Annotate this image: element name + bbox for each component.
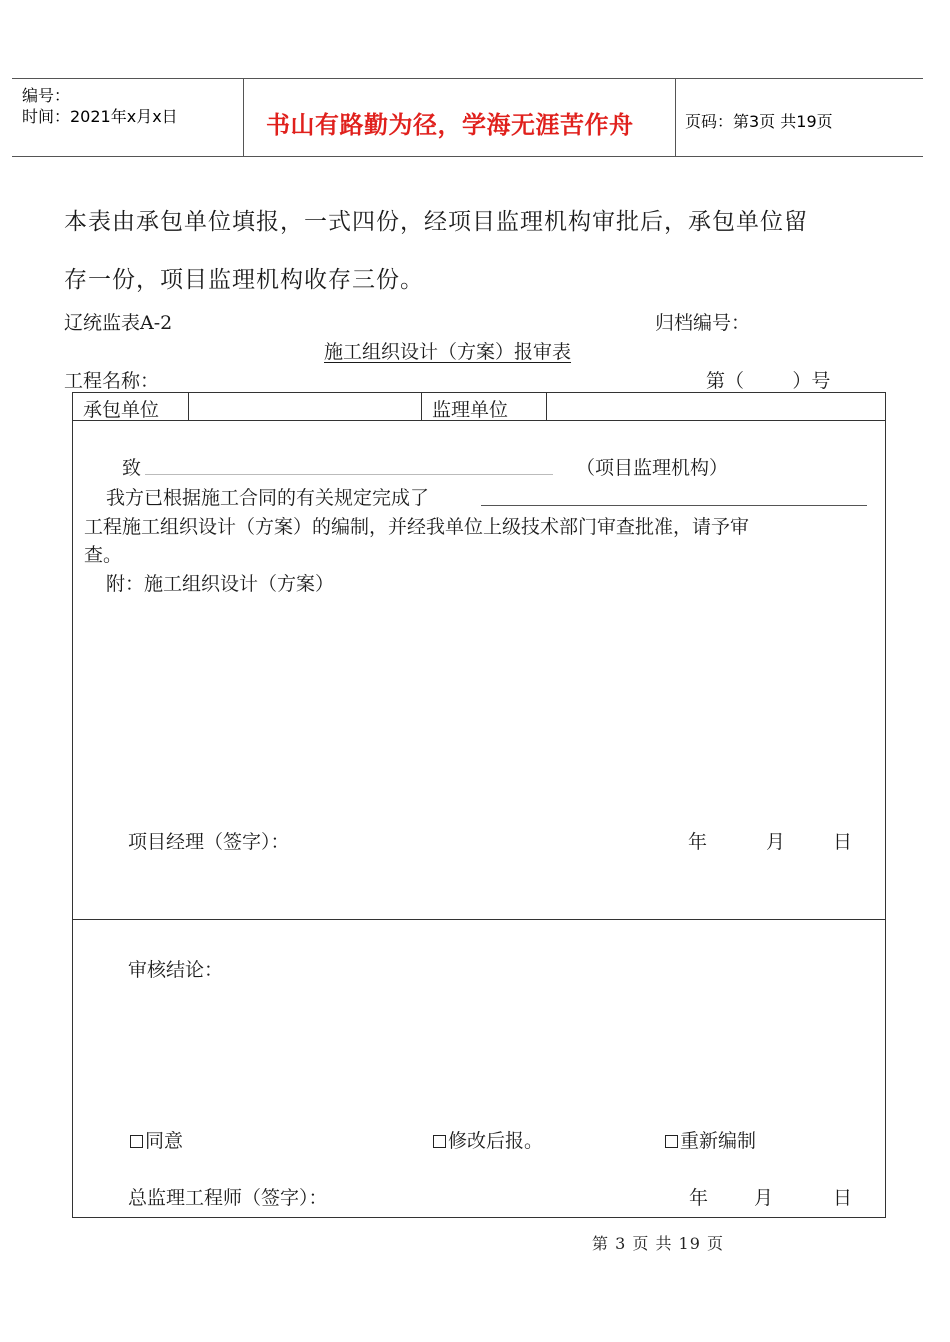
row-divider-2 (72, 919, 886, 920)
body-line-3: 查。 (84, 544, 123, 566)
col-divider-1 (188, 392, 189, 420)
work-completed-blank[interactable] (481, 505, 867, 506)
pm-sign-label: 项目经理（签字）： (128, 831, 290, 853)
to-suffix: （项目监理机构） (576, 457, 729, 479)
checkbox-icon[interactable] (665, 1135, 678, 1148)
body-line-2: 工程施工组织设计（方案）的编制，并经我单位上级技术部门审查批准，请予审 (84, 516, 750, 538)
chief-year-label: 年 (689, 1187, 709, 1209)
contractor-label: 承包单位 (83, 399, 160, 421)
chief-month-label: 月 (754, 1187, 774, 1209)
review-conclusion-label: 审核结论： (128, 959, 224, 981)
option-approve-label: 同意 (145, 1130, 184, 1152)
header-top-rule (12, 78, 923, 79)
form-title: 施工组织设计（方案）报审表 (324, 341, 572, 363)
checkbox-icon[interactable] (130, 1135, 143, 1148)
chief-day-label: 日 (833, 1187, 853, 1209)
col-divider-3 (546, 392, 547, 420)
header-bottom-rule (12, 156, 923, 157)
intro-line-2: 存一份，项目监理机构收存三份。 (64, 267, 424, 293)
to-blank[interactable] (145, 474, 553, 475)
project-name-label: 工程名称： (64, 370, 160, 392)
pm-year-label: 年 (688, 831, 708, 853)
option-approve[interactable] (130, 1126, 183, 1153)
header-divider-left (243, 78, 244, 156)
header-divider-right (675, 78, 676, 156)
body-line-1: 我方已根据施工合同的有关规定完成了 (106, 487, 430, 509)
header-number-label: 编号： (22, 86, 71, 105)
checkbox-icon[interactable] (433, 1135, 446, 1148)
attachment-label: 附：施工组织设计（方案） (106, 573, 335, 595)
pm-day-label: 日 (833, 831, 853, 853)
chief-sign-label: 总监理工程师（签字）： (128, 1187, 328, 1209)
option-revise-label: 修改后报。 (448, 1130, 544, 1152)
intro-line-1: 本表由承包单位填报，一式四份，经项目监理机构审批后，承包单位留 (64, 209, 808, 235)
archive-number-label: 归档编号： (655, 312, 751, 334)
to-label: 致 (122, 457, 142, 479)
col-divider-2 (421, 392, 422, 420)
form-code: 辽统监表A-2 (64, 312, 173, 334)
supervisor-label: 监理单位 (432, 399, 509, 421)
footer-page-number: 第 3 页 共 19 页 (592, 1234, 724, 1253)
option-revise[interactable] (433, 1126, 543, 1153)
header-page-info: 页码：第3页 共19页 (685, 112, 833, 131)
form-number-label: 第（ ）号 (706, 370, 831, 392)
option-recompile-label: 重新编制 (680, 1130, 757, 1152)
option-recompile[interactable] (665, 1126, 756, 1153)
header-time-label: 时间：2021年x月x日 (22, 107, 178, 126)
pm-month-label: 月 (766, 831, 786, 853)
header-motto: 书山有路勤为径，学海无涯苦作舟 (266, 111, 634, 139)
